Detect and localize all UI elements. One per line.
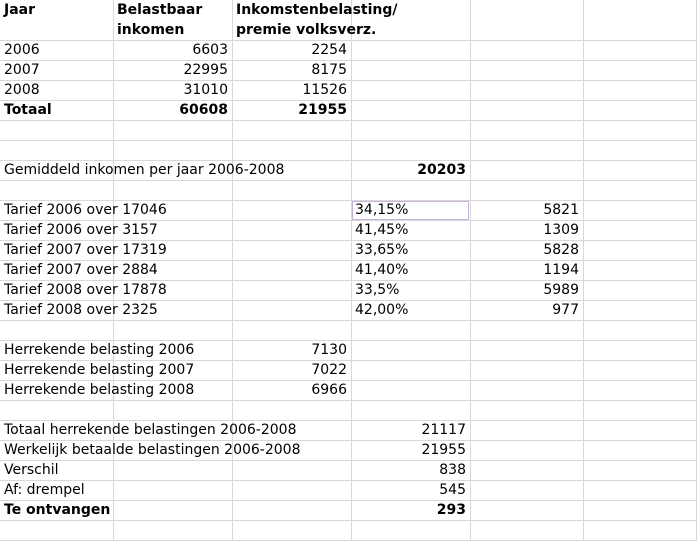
herrekend-label[interactable]: Herrekende belasting 2007 <box>4 362 195 378</box>
income-cell[interactable]: 31010 <box>183 82 228 98</box>
tax-cell[interactable]: 2254 <box>311 42 347 58</box>
totaal-label[interactable]: Totaal <box>4 102 52 118</box>
tarief-percentage[interactable]: 33,65% <box>355 242 409 258</box>
header-premie[interactable]: premie volksverz. <box>236 22 377 38</box>
header-jaar[interactable]: Jaar <box>4 2 36 18</box>
header-inkomstenbelasting[interactable]: Inkomstenbelasting/ <box>236 2 398 18</box>
tarief-label[interactable]: Tarief 2006 over 3157 <box>4 222 158 238</box>
summary-value[interactable]: 21955 <box>421 442 466 458</box>
tarief-amount[interactable]: 5821 <box>543 202 579 218</box>
year-cell[interactable]: 2006 <box>4 42 40 58</box>
herrekend-label[interactable]: Herrekende belasting 2008 <box>4 382 195 398</box>
tarief-label[interactable]: Tarief 2006 over 17046 <box>4 202 167 218</box>
tarief-amount[interactable]: 5989 <box>543 282 579 298</box>
summary-value[interactable]: 21117 <box>421 422 466 438</box>
summary-value[interactable]: 838 <box>439 462 466 478</box>
row-divider <box>0 120 697 121</box>
herrekend-value[interactable]: 7022 <box>311 362 347 378</box>
gemiddeld-value[interactable]: 20203 <box>417 162 466 178</box>
totaal-tax[interactable]: 21955 <box>298 102 347 118</box>
row-divider <box>0 320 697 321</box>
row-divider <box>0 400 697 401</box>
tarief-label[interactable]: Tarief 2008 over 2325 <box>4 302 158 318</box>
year-cell[interactable]: 2007 <box>4 62 40 78</box>
tarief-label[interactable]: Tarief 2007 over 17319 <box>4 242 167 258</box>
tax-cell[interactable]: 11526 <box>302 82 347 98</box>
header-inkomen[interactable]: inkomen <box>117 22 185 38</box>
summary-label[interactable]: Af: drempel <box>4 482 85 498</box>
summary-label[interactable]: Totaal herrekende belastingen 2006-2008 <box>4 422 297 438</box>
tarief-amount[interactable]: 1309 <box>543 222 579 238</box>
herrekend-label[interactable]: Herrekende belasting 2006 <box>4 342 195 358</box>
tarief-label[interactable]: Tarief 2007 over 2884 <box>4 262 158 278</box>
tarief-label[interactable]: Tarief 2008 over 17878 <box>4 282 167 298</box>
header-belastbaar[interactable]: Belastbaar <box>117 2 203 18</box>
income-cell[interactable]: 6603 <box>192 42 228 58</box>
tarief-amount[interactable]: 1194 <box>543 262 579 278</box>
gemiddeld-label[interactable]: Gemiddeld inkomen per jaar 2006-2008 <box>4 162 285 178</box>
tarief-percentage[interactable]: 41,40% <box>355 262 409 278</box>
tarief-percentage[interactable]: 33,5% <box>355 282 400 298</box>
tax-cell[interactable]: 8175 <box>311 62 347 78</box>
tarief-percentage[interactable]: 42,00% <box>355 302 409 318</box>
tarief-percentage[interactable]: 41,45% <box>355 222 409 238</box>
totaal-income[interactable]: 60608 <box>179 102 228 118</box>
tarief-percentage[interactable]: 34,15% <box>355 202 409 218</box>
te-ontvangen-value[interactable]: 293 <box>436 502 466 518</box>
summary-label[interactable]: Verschil <box>4 462 59 478</box>
summary-label[interactable]: Werkelijk betaalde belastingen 2006-2008 <box>4 442 301 458</box>
income-cell[interactable]: 22995 <box>183 62 228 78</box>
summary-value[interactable]: 545 <box>439 482 466 498</box>
row-divider <box>0 180 697 181</box>
tarief-amount[interactable]: 5828 <box>543 242 579 258</box>
tarief-amount[interactable]: 977 <box>552 302 579 318</box>
row-divider <box>0 520 697 521</box>
herrekend-value[interactable]: 6966 <box>311 382 347 398</box>
herrekend-value[interactable]: 7130 <box>311 342 347 358</box>
row-divider <box>0 140 697 141</box>
year-cell[interactable]: 2008 <box>4 82 40 98</box>
te-ontvangen-label[interactable]: Te ontvangen <box>4 502 111 518</box>
